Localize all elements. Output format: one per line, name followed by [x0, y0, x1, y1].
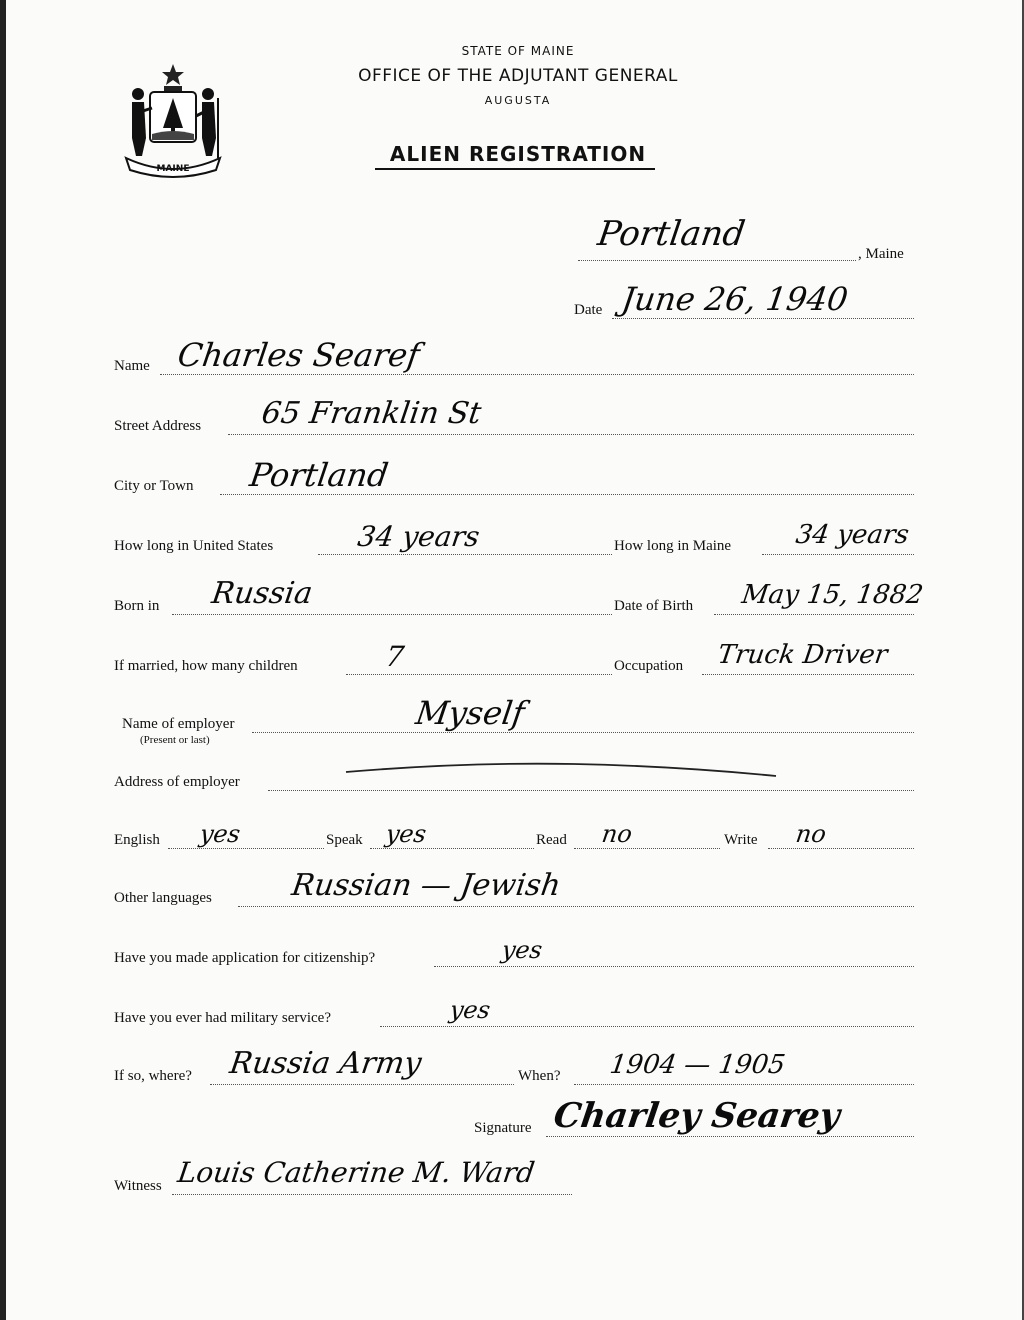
name-line [160, 374, 914, 375]
children-line [346, 674, 612, 675]
city-value: Portland [247, 456, 391, 494]
children-value: 7 [383, 640, 407, 673]
title-underline [375, 168, 655, 170]
header-state: STATE OF MAINE [461, 44, 575, 58]
write-label: Write [724, 832, 758, 848]
military-label: Have you ever had military service? [114, 1010, 331, 1026]
other-languages-value: Russian — Jewish [289, 868, 563, 903]
how-long-maine-value: 34 years [793, 520, 911, 550]
write-value: no [794, 820, 828, 848]
employer-name-label: Name of employer [122, 716, 235, 732]
signature-value: Charley Searey [551, 1096, 843, 1136]
military-line [380, 1026, 914, 1027]
signature-label: Signature [474, 1120, 532, 1136]
signature-line [546, 1136, 914, 1137]
street-address-value: 65 Franklin St [259, 396, 484, 431]
form-title: ALIEN REGISTRATION [389, 142, 647, 166]
read-line [574, 848, 720, 849]
when-value: 1904 — 1905 [607, 1050, 787, 1080]
military-value: yes [448, 996, 493, 1024]
street-address-line [228, 434, 914, 435]
born-in-line [172, 614, 612, 615]
header-office: OFFICE OF THE ADJUTANT GENERAL [358, 66, 678, 86]
date-of-birth-line [714, 614, 914, 615]
how-long-us-value: 34 years [355, 520, 482, 553]
date-label: Date [574, 302, 603, 318]
city-label: City or Town [114, 478, 194, 494]
occupation-value: Truck Driver [715, 640, 890, 670]
where-line [210, 1084, 514, 1085]
header-city: AUGUSTA [484, 94, 552, 107]
how-long-us-label: How long in United States [114, 538, 274, 554]
citizenship-value: yes [500, 936, 545, 964]
how-long-us-line [318, 554, 612, 555]
date-value: June 26, 1940 [619, 280, 851, 318]
employer-address-label: Address of employer [114, 774, 240, 790]
write-line [768, 848, 914, 849]
employer-address-line [268, 790, 914, 791]
speak-line [370, 848, 534, 849]
name-value: Charles Searef [175, 336, 422, 374]
witness-value: Louis Catherine M. Ward [175, 1156, 537, 1189]
city-line [220, 494, 914, 495]
how-long-maine-label: How long in Maine [614, 538, 732, 554]
date-of-birth-label: Date of Birth [614, 598, 694, 614]
seal-banner-text: MAINE [156, 164, 190, 174]
english-line [168, 848, 324, 849]
street-address-label: Street Address [114, 418, 202, 434]
when-label: When? [518, 1068, 561, 1084]
employer-name-value: Myself [413, 694, 527, 732]
speak-value: yes [384, 820, 429, 848]
witness-line [172, 1194, 572, 1195]
employer-name-sublabel: (Present or last) [140, 734, 210, 746]
other-languages-label: Other languages [114, 890, 212, 906]
occupation-label: Occupation [614, 658, 684, 674]
where-label: If so, where? [114, 1068, 192, 1084]
born-in-value: Russia [209, 576, 315, 611]
citizenship-label: Have you made application for citizenship? [114, 950, 376, 966]
witness-label: Witness [114, 1178, 162, 1194]
employer-address-dash-stroke [344, 756, 778, 782]
place-line [578, 260, 856, 261]
date-line [612, 318, 914, 319]
read-label: Read [536, 832, 567, 848]
citizenship-line [434, 966, 914, 967]
place-value: Portland [595, 214, 748, 254]
employer-name-line [252, 732, 914, 733]
english-value: yes [198, 820, 243, 848]
born-in-label: Born in [114, 598, 160, 614]
read-value: no [600, 820, 634, 848]
how-long-maine-line [762, 554, 914, 555]
occupation-line [702, 674, 914, 675]
speak-label: Speak [326, 832, 363, 848]
place-suffix: , Maine [858, 246, 904, 262]
when-line [574, 1084, 914, 1085]
name-label: Name [114, 358, 150, 374]
other-languages-line [238, 906, 914, 907]
date-of-birth-value: May 15, 1882 [739, 580, 925, 610]
children-label: If married, how many children [114, 658, 298, 674]
english-label: English [114, 832, 160, 848]
where-value: Russia Army [227, 1046, 424, 1081]
